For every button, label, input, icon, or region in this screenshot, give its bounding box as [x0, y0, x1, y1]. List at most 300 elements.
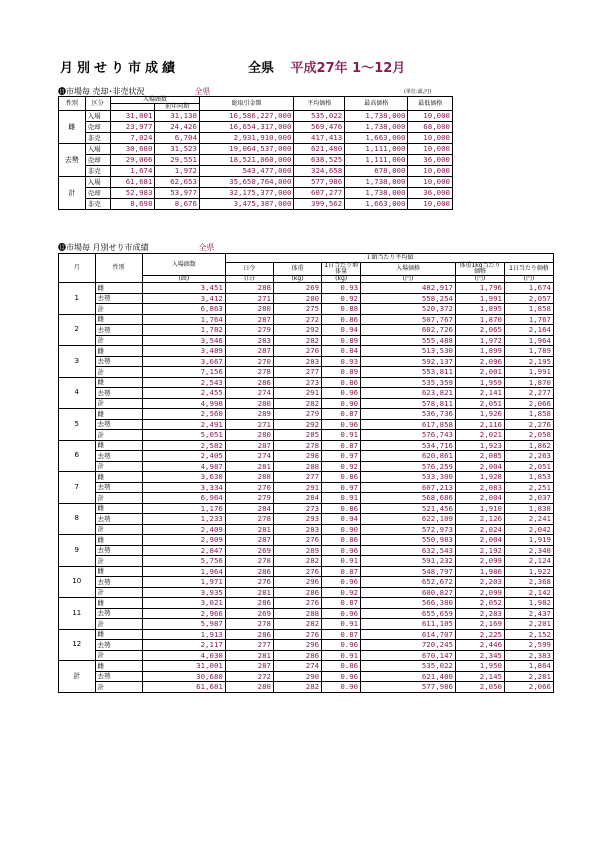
table-cell: 280 [225, 304, 273, 315]
table-cell: 1,738,000 [345, 122, 408, 133]
table-cell: 1,858 [505, 409, 554, 420]
table-cell: 0.86 [322, 661, 361, 672]
table-cell: 277 [225, 640, 273, 651]
table-cell: 632,543 [361, 545, 456, 556]
table-row [59, 545, 554, 556]
table-row [59, 430, 554, 441]
table-cell: 2,057 [505, 293, 554, 304]
sex-label: 去勢 [95, 388, 142, 399]
table-row [59, 283, 554, 294]
table-cell: 4,987 [142, 461, 225, 472]
table-cell: 3,451 [142, 283, 225, 294]
sex-label: 雌 [95, 377, 142, 388]
table-cell: 286 [225, 598, 273, 609]
table-cell: 2,169 [456, 619, 505, 630]
table-cell: 68,000 [408, 122, 453, 133]
table-cell: 0.91 [322, 430, 361, 441]
monthly-results-table [58, 253, 554, 693]
table-cell: 276 [273, 598, 321, 609]
table-cell: 2,201 [505, 619, 554, 630]
table-cell: 3,412 [142, 293, 225, 304]
table-cell: 271 [225, 293, 273, 304]
unit-note: (単位:頭,円) [404, 89, 432, 95]
table-row [59, 335, 554, 346]
table-cell: 52,983 [110, 188, 155, 199]
table-cell: 0.89 [322, 335, 361, 346]
sex-label: 計 [95, 367, 142, 378]
table-cell: 0.91 [322, 556, 361, 567]
table-cell: 10,000 [408, 166, 453, 177]
table-cell: 1,862 [505, 440, 554, 451]
table-cell: 1,111,000 [345, 144, 408, 155]
table-cell: 1,176 [142, 503, 225, 514]
table-cell: 281 [225, 587, 273, 598]
table-cell: 591,232 [361, 556, 456, 567]
table-row [59, 671, 554, 682]
table-cell: 1,870 [456, 314, 505, 325]
table-cell: 10,000 [408, 133, 453, 144]
table-cell: 296 [273, 640, 321, 651]
table-cell: 16,586,227,000 [199, 111, 293, 122]
table-cell: 1,838 [505, 503, 554, 514]
table-cell: 269 [225, 608, 273, 619]
row-label: 売却 [85, 155, 110, 166]
table-cell: 36,000 [408, 155, 453, 166]
sex-label: 雌 [95, 314, 142, 325]
table-cell: 288 [273, 461, 321, 472]
table-cell: 280 [273, 293, 321, 304]
table-row [59, 166, 453, 177]
table-cell: 2,024 [456, 524, 505, 535]
table-cell: 0.96 [322, 608, 361, 619]
table-cell: 289 [273, 545, 321, 556]
table-cell: 2,117 [142, 640, 225, 651]
table-cell: 276 [273, 566, 321, 577]
table-cell: 600,827 [361, 587, 456, 598]
sex-label: 雌 [95, 661, 142, 672]
table-cell: 275 [273, 304, 321, 315]
table-cell: 2,051 [456, 398, 505, 409]
unit-price: (円) [361, 276, 456, 283]
table-cell: 2,847 [142, 545, 225, 556]
month-label: 10 [59, 566, 96, 598]
table-cell: 280 [225, 430, 273, 441]
table-cell: 2,582 [142, 440, 225, 451]
table-cell: 284 [225, 503, 273, 514]
col-avg: 平均価格 [294, 97, 345, 111]
table-cell: 29,551 [155, 155, 200, 166]
table-cell: 283 [273, 356, 321, 367]
table-cell: 0.91 [322, 650, 361, 661]
sex-label: 雌 [95, 409, 142, 420]
table-cell: 2,560 [142, 409, 225, 420]
table-row [59, 461, 554, 472]
table-cell: 1,972 [155, 166, 200, 177]
table-row [59, 304, 554, 315]
unit-weight: (kg) [273, 276, 321, 283]
table-cell: 0.86 [322, 503, 361, 514]
table-cell: 288 [273, 608, 321, 619]
table-cell: 288 [225, 472, 273, 483]
table-cell: 576,743 [361, 430, 456, 441]
sex-label: 去勢 [95, 356, 142, 367]
sex-label: 去勢 [95, 608, 142, 619]
table-cell: 2,241 [505, 514, 554, 525]
table-cell: 23,977 [110, 122, 155, 133]
sex-label: 雌 [95, 566, 142, 577]
table-cell: 278 [273, 440, 321, 451]
table-cell: 0.89 [322, 367, 361, 378]
table-cell: 548,797 [361, 566, 456, 577]
table-row [59, 111, 453, 122]
sex-label: 去勢 [95, 545, 142, 556]
table-cell: 30,680 [142, 671, 225, 682]
table-cell: 61,681 [110, 177, 155, 188]
table-cell: 2,409 [142, 524, 225, 535]
table-cell: 1,913 [142, 629, 225, 640]
table-cell: 2,050 [456, 682, 505, 693]
sex-label: 計 [95, 335, 142, 346]
section2-region: 全県 [198, 243, 215, 252]
table-cell: 19,064,537,000 [199, 144, 293, 155]
table-cell: 568,686 [361, 493, 456, 504]
table-cell: 1,919 [505, 535, 554, 546]
table-cell: 2,263 [505, 451, 554, 462]
unit-age: (日) [225, 276, 273, 283]
sex-label: 計 [95, 650, 142, 661]
month-label: 8 [59, 503, 96, 535]
row-label: 売却 [85, 122, 110, 133]
page-subtitle [248, 57, 405, 76]
table-cell: 1,864 [505, 661, 554, 672]
col-entry: 入場頭数 [142, 254, 225, 276]
table-row [59, 440, 554, 451]
table-cell: 566,380 [361, 598, 456, 609]
section1-region: 全県 [194, 87, 211, 96]
sex-label: 計 [95, 430, 142, 441]
table-row [59, 133, 453, 144]
table-cell: 623,821 [361, 388, 456, 399]
table-cell: 614,707 [361, 629, 456, 640]
table-cell: 2,152 [505, 629, 554, 640]
table-cell: 8,698 [110, 199, 155, 210]
table-cell: 1,858 [505, 304, 554, 315]
table-cell: 520,372 [361, 304, 456, 315]
table-cell: 0.92 [322, 293, 361, 304]
table-cell: 284 [273, 493, 321, 504]
table-row [59, 514, 554, 525]
table-cell: 0.91 [322, 493, 361, 504]
table-cell: 279 [273, 409, 321, 420]
table-row [59, 293, 554, 304]
table-cell: 0.96 [322, 640, 361, 651]
table-cell: 417,413 [294, 133, 345, 144]
table-cell: 0.94 [322, 325, 361, 336]
table-cell: 2,096 [456, 356, 505, 367]
month-label: 2 [59, 314, 96, 346]
table-cell: 2,277 [505, 388, 554, 399]
table-cell: 283 [273, 524, 321, 535]
table-cell: 2,042 [505, 524, 554, 535]
col-month: 月 [59, 254, 96, 283]
table-cell: 31,001 [142, 661, 225, 672]
table-cell: 31,130 [155, 111, 200, 122]
unit-perday: (円) [505, 276, 554, 283]
table-cell: 602,726 [361, 325, 456, 336]
sex-label: 去勢 [95, 419, 142, 430]
table-cell: 0.91 [322, 619, 361, 630]
sex-label: 雌 [95, 472, 142, 483]
table-cell: 1,738,000 [345, 111, 408, 122]
table-cell: 271 [225, 419, 273, 430]
table-cell: 282 [273, 556, 321, 567]
sex-label: 去勢 [95, 482, 142, 493]
table-cell: 278 [225, 514, 273, 525]
table-cell: 482,917 [361, 283, 456, 294]
table-cell: 291 [273, 388, 321, 399]
table-cell: 0.86 [322, 314, 361, 325]
row-label: 入場 [85, 111, 110, 122]
sex-label: 去勢 [95, 293, 142, 304]
month-label: 4 [59, 377, 96, 409]
month-label: 9 [59, 535, 96, 567]
table-cell: 289 [225, 409, 273, 420]
table-cell: 535,022 [361, 661, 456, 672]
sex-label: 雌 [95, 598, 142, 609]
table-cell: 10,000 [408, 199, 453, 210]
table-cell: 607,213 [361, 482, 456, 493]
table-cell: 3,546 [142, 335, 225, 346]
table-cell: 61,681 [142, 682, 225, 693]
table-cell: 0.96 [322, 419, 361, 430]
table-cell: 291 [273, 482, 321, 493]
table-cell: 269 [273, 283, 321, 294]
table-cell: 290 [273, 671, 321, 682]
table-cell: 282 [273, 682, 321, 693]
sex-label: 計 [95, 304, 142, 315]
table-cell: 276 [273, 629, 321, 640]
table-cell: 577,986 [294, 177, 345, 188]
table-cell: 280 [225, 682, 273, 693]
table-cell: 2,437 [505, 608, 554, 619]
sales-status-body [59, 111, 453, 210]
table-row [59, 608, 554, 619]
table-cell: 279 [225, 493, 273, 504]
sex-label: 去勢 [95, 325, 142, 336]
table-cell: 2,066 [505, 398, 554, 409]
table-cell: 2,116 [456, 419, 505, 430]
table-cell: 2,405 [142, 451, 225, 462]
col-sex: 性別 [95, 254, 142, 283]
table-cell: 1,922 [505, 566, 554, 577]
table-cell: 280 [225, 398, 273, 409]
row-label: 非売 [85, 133, 110, 144]
table-cell: 536,736 [361, 409, 456, 420]
table-cell: 620,861 [361, 451, 456, 462]
col-category: 区分 [85, 97, 110, 111]
sales-status-table [58, 96, 453, 210]
sex-label: 雌 [95, 346, 142, 357]
table-row [59, 155, 453, 166]
table-cell: 3,489 [142, 346, 225, 357]
table-cell: 270 [225, 482, 273, 493]
table-cell: 2,099 [456, 587, 505, 598]
table-cell: 0.97 [322, 451, 361, 462]
sex-label: 計 [95, 556, 142, 567]
table-cell: 1,910 [456, 503, 505, 514]
row-label: 入場 [85, 144, 110, 155]
col-group-average: １頭当たり平均値 [225, 254, 553, 263]
col-price: 入場価格 [361, 263, 456, 276]
table-cell: 1,870 [505, 377, 554, 388]
table-cell: 2,368 [505, 577, 554, 588]
table-row [59, 640, 554, 651]
table-cell: 1,928 [456, 472, 505, 483]
table-cell: 399,562 [294, 199, 345, 210]
table-cell: 2,383 [505, 650, 554, 661]
table-cell: 10,000 [408, 144, 453, 155]
table-row [59, 682, 554, 693]
table-cell: 678,000 [345, 166, 408, 177]
table-cell: 507,767 [361, 314, 456, 325]
table-row [59, 314, 554, 325]
table-cell: 2,192 [456, 545, 505, 556]
table-cell: 1,991 [456, 293, 505, 304]
table-cell: 276 [225, 577, 273, 588]
table-cell: 2,141 [456, 388, 505, 399]
sex-label: 計 [95, 587, 142, 598]
table-cell: 558,254 [361, 293, 456, 304]
table-cell: 0.87 [322, 629, 361, 640]
table-row [59, 587, 554, 598]
table-cell: 2,052 [456, 598, 505, 609]
table-cell: 272 [273, 314, 321, 325]
table-cell: 288 [225, 283, 273, 294]
table-cell: 282 [273, 619, 321, 630]
table-cell: 617,858 [361, 419, 456, 430]
table-cell: 592,137 [361, 356, 456, 367]
table-cell: 1,950 [456, 661, 505, 672]
table-row [59, 346, 554, 357]
table-cell: 2,083 [456, 482, 505, 493]
table-cell: 720,245 [361, 640, 456, 651]
table-cell: 555,488 [361, 335, 456, 346]
table-cell: 621,400 [361, 671, 456, 682]
table-cell: 2,051 [505, 461, 554, 472]
row-label: 非売 [85, 199, 110, 210]
table-row [59, 451, 554, 462]
table-cell: 16,654,317,000 [199, 122, 293, 133]
table-cell: 1,959 [456, 377, 505, 388]
col-total: 総取引金額 [199, 97, 293, 111]
table-row [59, 177, 453, 188]
table-cell: 287 [225, 535, 273, 546]
monthly-results-body [59, 283, 554, 693]
sex-label: 計 [95, 398, 142, 409]
table-cell: 553,811 [361, 367, 456, 378]
month-label: 5 [59, 409, 96, 441]
sex-label: 計 [95, 493, 142, 504]
table-cell: 1,926 [456, 409, 505, 420]
col-sex: 性別 [59, 97, 86, 111]
table-row [59, 122, 453, 133]
table-cell: 282 [273, 398, 321, 409]
table-cell: 2,099 [456, 556, 505, 567]
table-row [59, 661, 554, 672]
table-cell: 2,966 [142, 608, 225, 619]
table-cell: 611,105 [361, 619, 456, 630]
table-cell: 287 [225, 346, 273, 357]
table-cell: 1,972 [456, 335, 505, 346]
col-dg: 1日当たり増体量 [322, 263, 361, 276]
table-cell: 0.96 [322, 388, 361, 399]
table-row [59, 629, 554, 640]
table-cell: 5,756 [142, 556, 225, 567]
table-cell: 1,796 [456, 283, 505, 294]
table-cell: 283 [225, 335, 273, 346]
table-cell: 2,142 [505, 587, 554, 598]
table-row [59, 356, 554, 367]
table-cell: 30,680 [110, 144, 155, 155]
table-cell: 1,233 [142, 514, 225, 525]
table-cell: 6,863 [142, 304, 225, 315]
table-cell: 572,973 [361, 524, 456, 535]
table-cell: 0.96 [322, 671, 361, 682]
table-cell: 2,126 [456, 514, 505, 525]
table-cell: 621,400 [294, 144, 345, 155]
table-cell: 533,300 [361, 472, 456, 483]
month-label: 3 [59, 346, 96, 378]
month-label: 7 [59, 472, 96, 504]
table-cell: 7,024 [110, 133, 155, 144]
table-cell: 278 [225, 556, 273, 567]
table-row [59, 556, 554, 567]
sex-label: 去勢 [95, 577, 142, 588]
table-cell: 4,030 [142, 650, 225, 661]
table-cell: 1,789 [505, 346, 554, 357]
table-cell: 0.94 [322, 514, 361, 525]
table-cell: 1,674 [505, 283, 554, 294]
table-cell: 1,663,000 [345, 133, 408, 144]
section1-heading: ⓫市場毎 売却･非売状況 全県 [58, 87, 211, 96]
table-row [59, 188, 453, 199]
table-cell: 274 [225, 388, 273, 399]
table-cell: 281 [225, 650, 273, 661]
table-row [59, 598, 554, 609]
table-cell: 2,065 [456, 325, 505, 336]
month-label: 計 [59, 661, 96, 693]
table-cell: 2,004 [456, 493, 505, 504]
table-cell: 1,782 [142, 325, 225, 336]
table-cell: 1,923 [456, 440, 505, 451]
col-prev-year: 前年同期 [155, 104, 200, 111]
table-cell: 272 [225, 671, 273, 682]
table-cell: 0.87 [322, 598, 361, 609]
table-cell: 277 [273, 367, 321, 378]
table-cell: 270 [273, 346, 321, 357]
table-cell: 1,767 [505, 314, 554, 325]
col-min: 最低価格 [408, 97, 453, 111]
sex-label: 去勢 [95, 451, 142, 462]
col-perkg: 体重1kg当たり価格 [456, 263, 505, 276]
month-label: 1 [59, 283, 96, 315]
table-cell: 1,853 [505, 472, 554, 483]
sex-label: 雌 [95, 440, 142, 451]
table-row [59, 493, 554, 504]
table-cell: 1,895 [456, 304, 505, 315]
table-cell: 286 [225, 629, 273, 640]
table-cell: 6,964 [142, 493, 225, 504]
